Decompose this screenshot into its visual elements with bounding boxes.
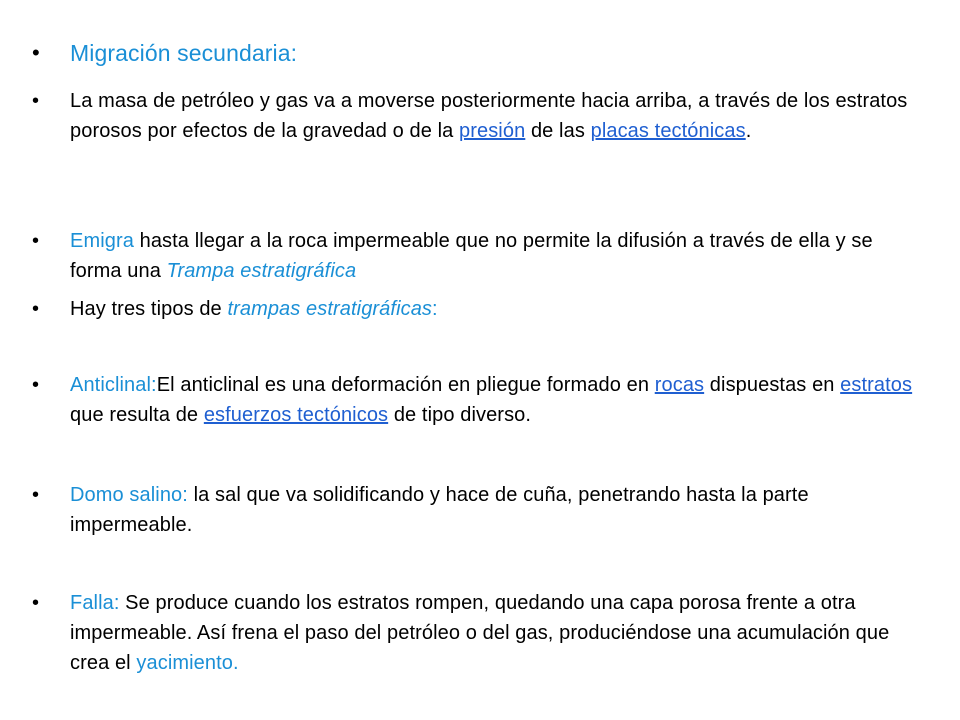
text-segment: La masa de petróleo y gas va a moverse posteriormente hacia arriba, a través de los estratos porosos por efectos de la gravedad o de la (70, 90, 908, 142)
paragraph-anticlinal (70, 370, 930, 430)
bullet-anticlinal (32, 370, 930, 430)
bullet-dot: • (32, 298, 40, 320)
bullet-tipos (32, 294, 930, 324)
text-segment: hasta llegar a la roca impermeable que no permite la difusión a través de ella y se forma una (70, 230, 873, 282)
term-yacimiento: yacimiento. (136, 652, 239, 674)
text-colon: : (432, 298, 438, 320)
term-trampa-estratigrafica: Trampa estratigráfica (166, 260, 357, 282)
paragraph-migracion (70, 86, 930, 146)
slide-title: Migración secundaria: (70, 40, 298, 66)
bullet-dot: • (32, 40, 40, 65)
bullet-dot: • (32, 592, 40, 614)
text-segment: El anticlinal es una deformación en pliegue formado en (156, 374, 655, 396)
text-segment: Se produce cuando los estratos rompen, quedando una capa porosa frente a otra impermeable. Así frena el paso del petróleo o del gas, produciéndose una acumulación que crea el (70, 592, 890, 674)
paragraph-tipos (70, 294, 930, 324)
term-anticlinal: Anticlinal: (70, 374, 157, 396)
bullet-migracion-desc (32, 86, 930, 146)
bullet-title (32, 36, 930, 70)
bullet-domo-salino (32, 480, 930, 540)
text-segment: Hay tres tipos de (70, 298, 228, 320)
link-esfuerzos-tectonicos[interactable]: esfuerzos tectónicos (203, 404, 389, 426)
bullet-dot: • (32, 90, 40, 112)
text-segment: de tipo diverso. (388, 404, 532, 426)
bullet-dot: • (32, 484, 40, 506)
term-emigra: Emigra (70, 230, 134, 252)
bullet-dot: • (32, 230, 40, 252)
term-domo-salino: Domo salino: (70, 484, 188, 506)
text-segment: de las (525, 120, 591, 142)
text-segment: . (745, 120, 752, 142)
text-segment: que resulta de (70, 404, 204, 426)
paragraph-domo-salino (70, 480, 930, 540)
bullet-falla (32, 588, 930, 678)
paragraph-falla (70, 588, 930, 678)
term-falla: Falla: (70, 592, 120, 614)
paragraph-emigra (70, 226, 930, 286)
link-placas-tectonicas[interactable]: placas tectónicas (590, 120, 746, 142)
term-trampas-estratigraficas: trampas estratigráficas (227, 298, 433, 320)
link-presion[interactable]: presión (459, 120, 526, 142)
text-segment: dispuestas en (704, 374, 841, 396)
bullet-emigra (32, 226, 930, 286)
bullet-dot: • (32, 374, 40, 396)
link-estratos[interactable]: estratos (840, 374, 913, 396)
text-segment: la sal que va solidificando y hace de cuña, penetrando hasta la parte impermeable. (70, 484, 809, 536)
link-rocas[interactable]: rocas (654, 374, 705, 396)
